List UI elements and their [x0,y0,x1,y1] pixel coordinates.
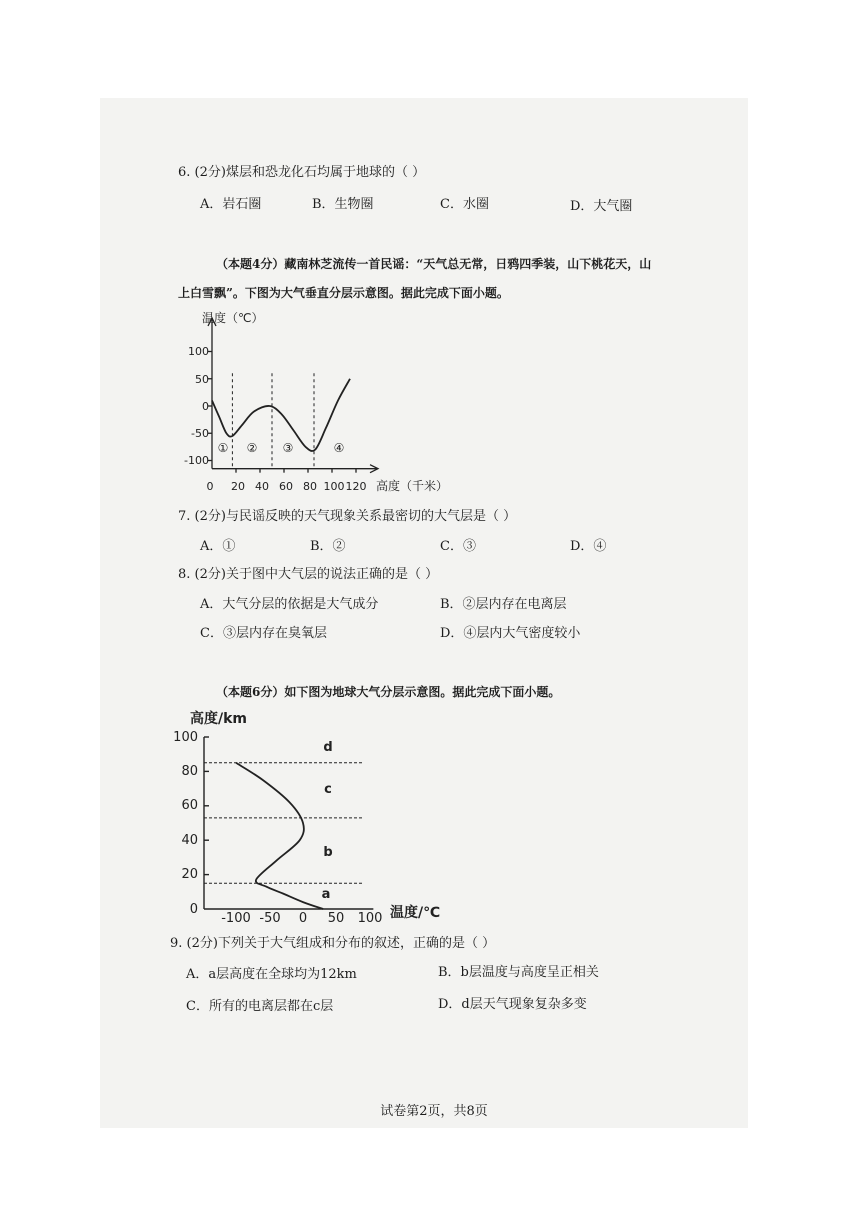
chart2-ytick-0: 0 [189,902,198,917]
q9-option-d: D．d层天气现象复杂多变 [438,997,587,1012]
chart1-ytick-neg50: -50 [191,427,209,440]
chart1-ytick-0: 0 [202,400,209,413]
q6-option-b: B．生物圈 [312,197,374,212]
chart2-atmosphere-layers [170,706,470,926]
chart1-xlabel: 高度（千米） [376,479,449,493]
q8-option-c: C．③层内存在臭氧层 [200,626,327,641]
chart1-zone-1: ① [217,441,229,455]
chart2-layer-a: a [321,887,331,902]
chart1-atmosphere-temperature [180,306,450,496]
q8-option-b: B．②层内存在电离层 [440,597,567,612]
chart2-ytick-40: 40 [181,833,198,848]
chart2-xtick-0: 0 [298,911,308,926]
q6-option-d: D．大气圈 [570,199,633,214]
chart1-zone-4: ④ [333,441,345,455]
q9-option-a: A．a层高度在全球均为12km [186,967,357,982]
q7-option-a: A．① [200,539,236,554]
q9-stem: 9. (2分)下列关于大气组成和分布的叙述，正确的是（ ） [170,936,496,951]
chart2-xtick-neg100: -100 [221,911,251,926]
q8-stem: 8. (2分)关于图中大气层的说法正确的是（ ） [178,567,439,582]
q8-option-d: D．④层内大气密度较小 [440,626,581,641]
chart2-temperature-curve [236,763,323,909]
chart1-xtick-0: 0 [206,480,214,493]
intro1-line2: 上白雪飘”。下图为大气垂直分层示意图。据此完成下面小题。 [178,286,509,300]
chart1-zone-3: ③ [282,441,294,455]
chart1-xtick-40: 40 [255,480,269,493]
chart2-layer-c: c [324,782,332,797]
chart1-xtick-100: 100 [323,480,345,493]
chart2-ylabel: 高度/km [190,711,248,727]
chart2-layer-d: d [323,740,333,755]
chart2-ytick-80: 80 [181,764,198,779]
chart2-xtick-100: 100 [357,911,383,926]
chart1-xtick-60: 60 [279,480,293,493]
page-footer: 试卷第2页，共8页 [380,1104,488,1119]
q6-stem: 6. (2分)煤层和恐龙化石均属于地球的（ ） [178,165,426,180]
chart1-ytick-100: 100 [188,345,209,358]
chart2-xlabel: 温度/℃ [390,905,441,921]
chart1-ytick-neg100: -100 [184,454,209,467]
q7-option-c: C．③ [440,539,476,554]
q9-option-c: C．所有的电离层都在c层 [186,999,334,1014]
chart1-xtick-20: 20 [231,480,245,493]
chart2-xtick-neg50: -50 [259,911,281,926]
chart1-xtick-80: 80 [303,480,317,493]
chart2-layer-b: b [323,845,333,860]
chart1-ylabel: 温度（℃） [202,311,264,325]
q7-option-d: D．④ [570,539,607,554]
q7-option-b: B．② [310,539,346,554]
q8-option-a: A．大气分层的依据是大气成分 [200,597,379,612]
q9-option-b: B．b层温度与高度呈正相关 [438,965,599,980]
chart1-ytick-50: 50 [195,373,209,386]
chart2-ytick-100: 100 [173,730,198,745]
chart2-ytick-60: 60 [181,798,198,813]
chart2-xtick-50: 50 [327,911,345,926]
q6-option-c: C．水圈 [440,197,489,212]
intro2-line1: （本题6分）如下图为地球大气分层示意图。据此完成下面小题。 [216,685,561,699]
intro1-line1: （本题4分）藏南林芝流传一首民谣：“天气总无常，日鸦四季装，山下桃花天，山 [216,257,652,271]
chart2-ytick-20: 20 [181,867,198,882]
chart1-xtick-120: 120 [345,480,367,493]
chart1-zone-2: ② [246,441,258,455]
q7-stem: 7. (2分)与民谣反映的天气现象关系最密切的大气层是（ ） [178,509,517,524]
q6-option-a: A．岩石圈 [200,197,262,212]
